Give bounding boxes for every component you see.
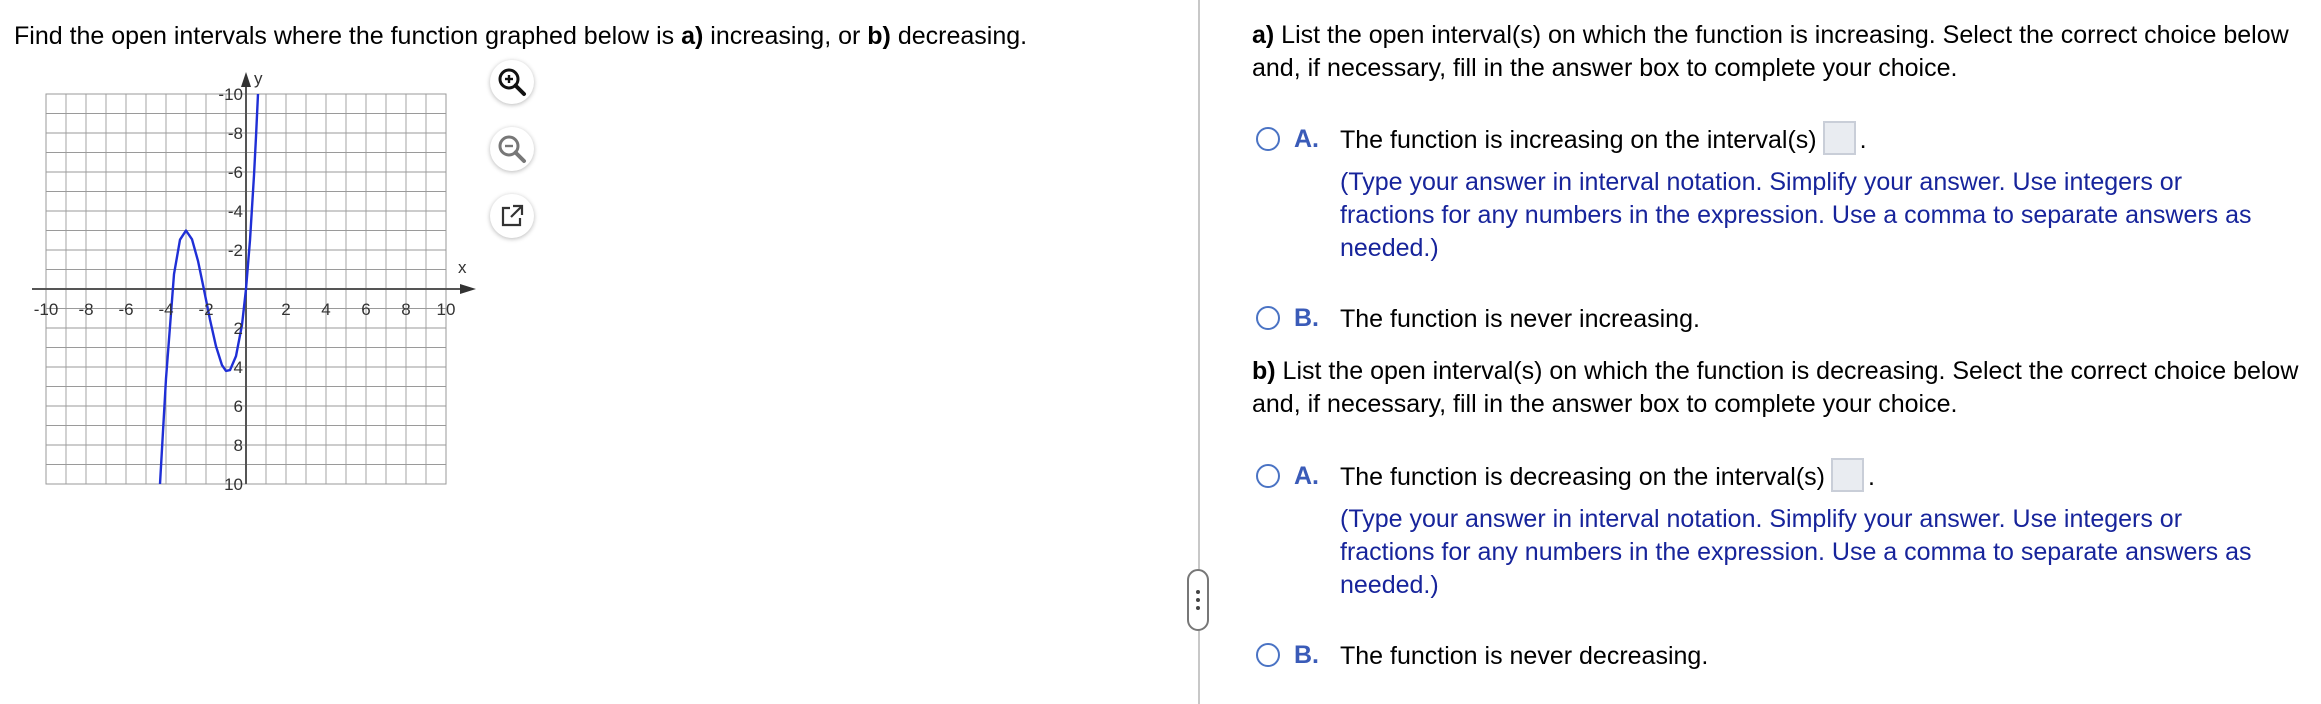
part-b-choice-a-label: The function is decreasing on the interval(s) (1340, 463, 1825, 491)
part-b-choice-a-text (1340, 461, 1875, 495)
y-tick-label: 8 (233, 436, 243, 455)
zoom-in-icon (496, 66, 528, 98)
question-a-text: increasing, or (703, 22, 868, 50)
y-tick-label: -6 (227, 163, 243, 182)
x-axis-arrow (460, 284, 476, 294)
handle-dot (1196, 598, 1200, 602)
function-graph (30, 62, 490, 492)
y-tick-label: 2 (233, 319, 243, 338)
part-b-choice-a-letter: A. (1294, 462, 1319, 490)
x-tick-label: -10 (33, 300, 59, 319)
question-prefix: Find the open intervals where the function graphed below is (14, 22, 682, 50)
zoom-in-button[interactable] (490, 60, 534, 104)
part-a-choice-b-radio[interactable] (1256, 306, 1280, 330)
x-axis-label: x (458, 258, 467, 277)
x-tick-label: 8 (401, 300, 411, 319)
y-tick-label: 10 (224, 475, 243, 492)
part-b-answer-hint: (Type your answer in interval notation. Simplify your answer. Use integers or fractions for any numbers in the expression. Use a comma to separate answers as needed.) (1340, 505, 2252, 599)
part-a-choice-b-text: The function is never increasing. (1340, 305, 1700, 333)
part-a-prompt (1252, 19, 2312, 85)
x-tick-label: -2 (198, 300, 214, 319)
y-tick-label: -2 (227, 241, 243, 260)
y-tick-label: 6 (233, 397, 243, 416)
part-b-prompt (1252, 355, 2312, 421)
y-tick-label: -8 (227, 124, 243, 143)
y-axis-label: y (254, 69, 263, 88)
x-tick-label: 6 (361, 300, 371, 319)
part-b-answer-box[interactable] (1831, 458, 1864, 492)
part-a-choice-a-text (1340, 124, 1867, 158)
x-tick-label: -4 (158, 300, 174, 319)
x-tick-label: 4 (321, 300, 331, 319)
part-a-choice-a-letter: A. (1294, 125, 1319, 153)
handle-dot (1196, 590, 1200, 594)
x-tick-label: -8 (78, 300, 94, 319)
part-a-choice-a-label: The function is increasing on the interval(s) (1340, 126, 1817, 154)
external-link-icon (498, 202, 526, 230)
part-b-choice-b-radio[interactable] (1256, 643, 1280, 667)
part-b-choice-a-radio[interactable] (1256, 464, 1280, 488)
part-b-choice-b-letter: B. (1294, 641, 1319, 669)
handle-dot (1196, 606, 1200, 610)
part-b-choice-a-period: . (1867, 463, 1875, 491)
part-b-label: b) (1252, 357, 1276, 385)
part-a-prompt-text: List the open interval(s) on which the function is increasing. Select the correct choice below and, if necessary, fill in the answer box to complete your choice. (1252, 21, 2289, 82)
graph-axes (32, 69, 476, 484)
part-a-choice-a-radio[interactable] (1256, 127, 1280, 151)
popout-button[interactable] (490, 194, 534, 238)
pane-resize-handle[interactable] (1187, 569, 1209, 631)
question-text (14, 19, 1027, 53)
part-a-choice-a-period: . (1859, 126, 1867, 154)
question-a-label: a) (681, 22, 704, 50)
zoom-out-button[interactable] (490, 127, 534, 171)
part-b-prompt-text: List the open interval(s) on which the function is decreasing. Select the correct choice below and, if necessary, fill in the answer box to complete your choice. (1252, 357, 2299, 418)
y-tick-label: -10 (218, 85, 243, 104)
question-b-label: b) (867, 22, 891, 50)
zoom-out-icon (496, 133, 528, 165)
y-tick-label: 4 (233, 358, 243, 377)
part-b-choice-b-text: The function is never decreasing. (1340, 642, 1709, 670)
x-tick-label: -6 (118, 300, 134, 319)
part-a-label: a) (1252, 21, 1275, 49)
part-a-answer-box[interactable] (1823, 121, 1856, 155)
x-tick-label: 10 (436, 300, 456, 319)
part-a-answer-hint: (Type your answer in interval notation. Simplify your answer. Use integers or fractions for any numbers in the expression. Use a comma to separate answers as needed.) (1340, 168, 2252, 262)
question-b-text: decreasing. (890, 22, 1028, 50)
y-tick-label: -4 (227, 202, 243, 221)
x-tick-label: 2 (281, 300, 291, 319)
part-a-choice-b-letter: B. (1294, 304, 1319, 332)
